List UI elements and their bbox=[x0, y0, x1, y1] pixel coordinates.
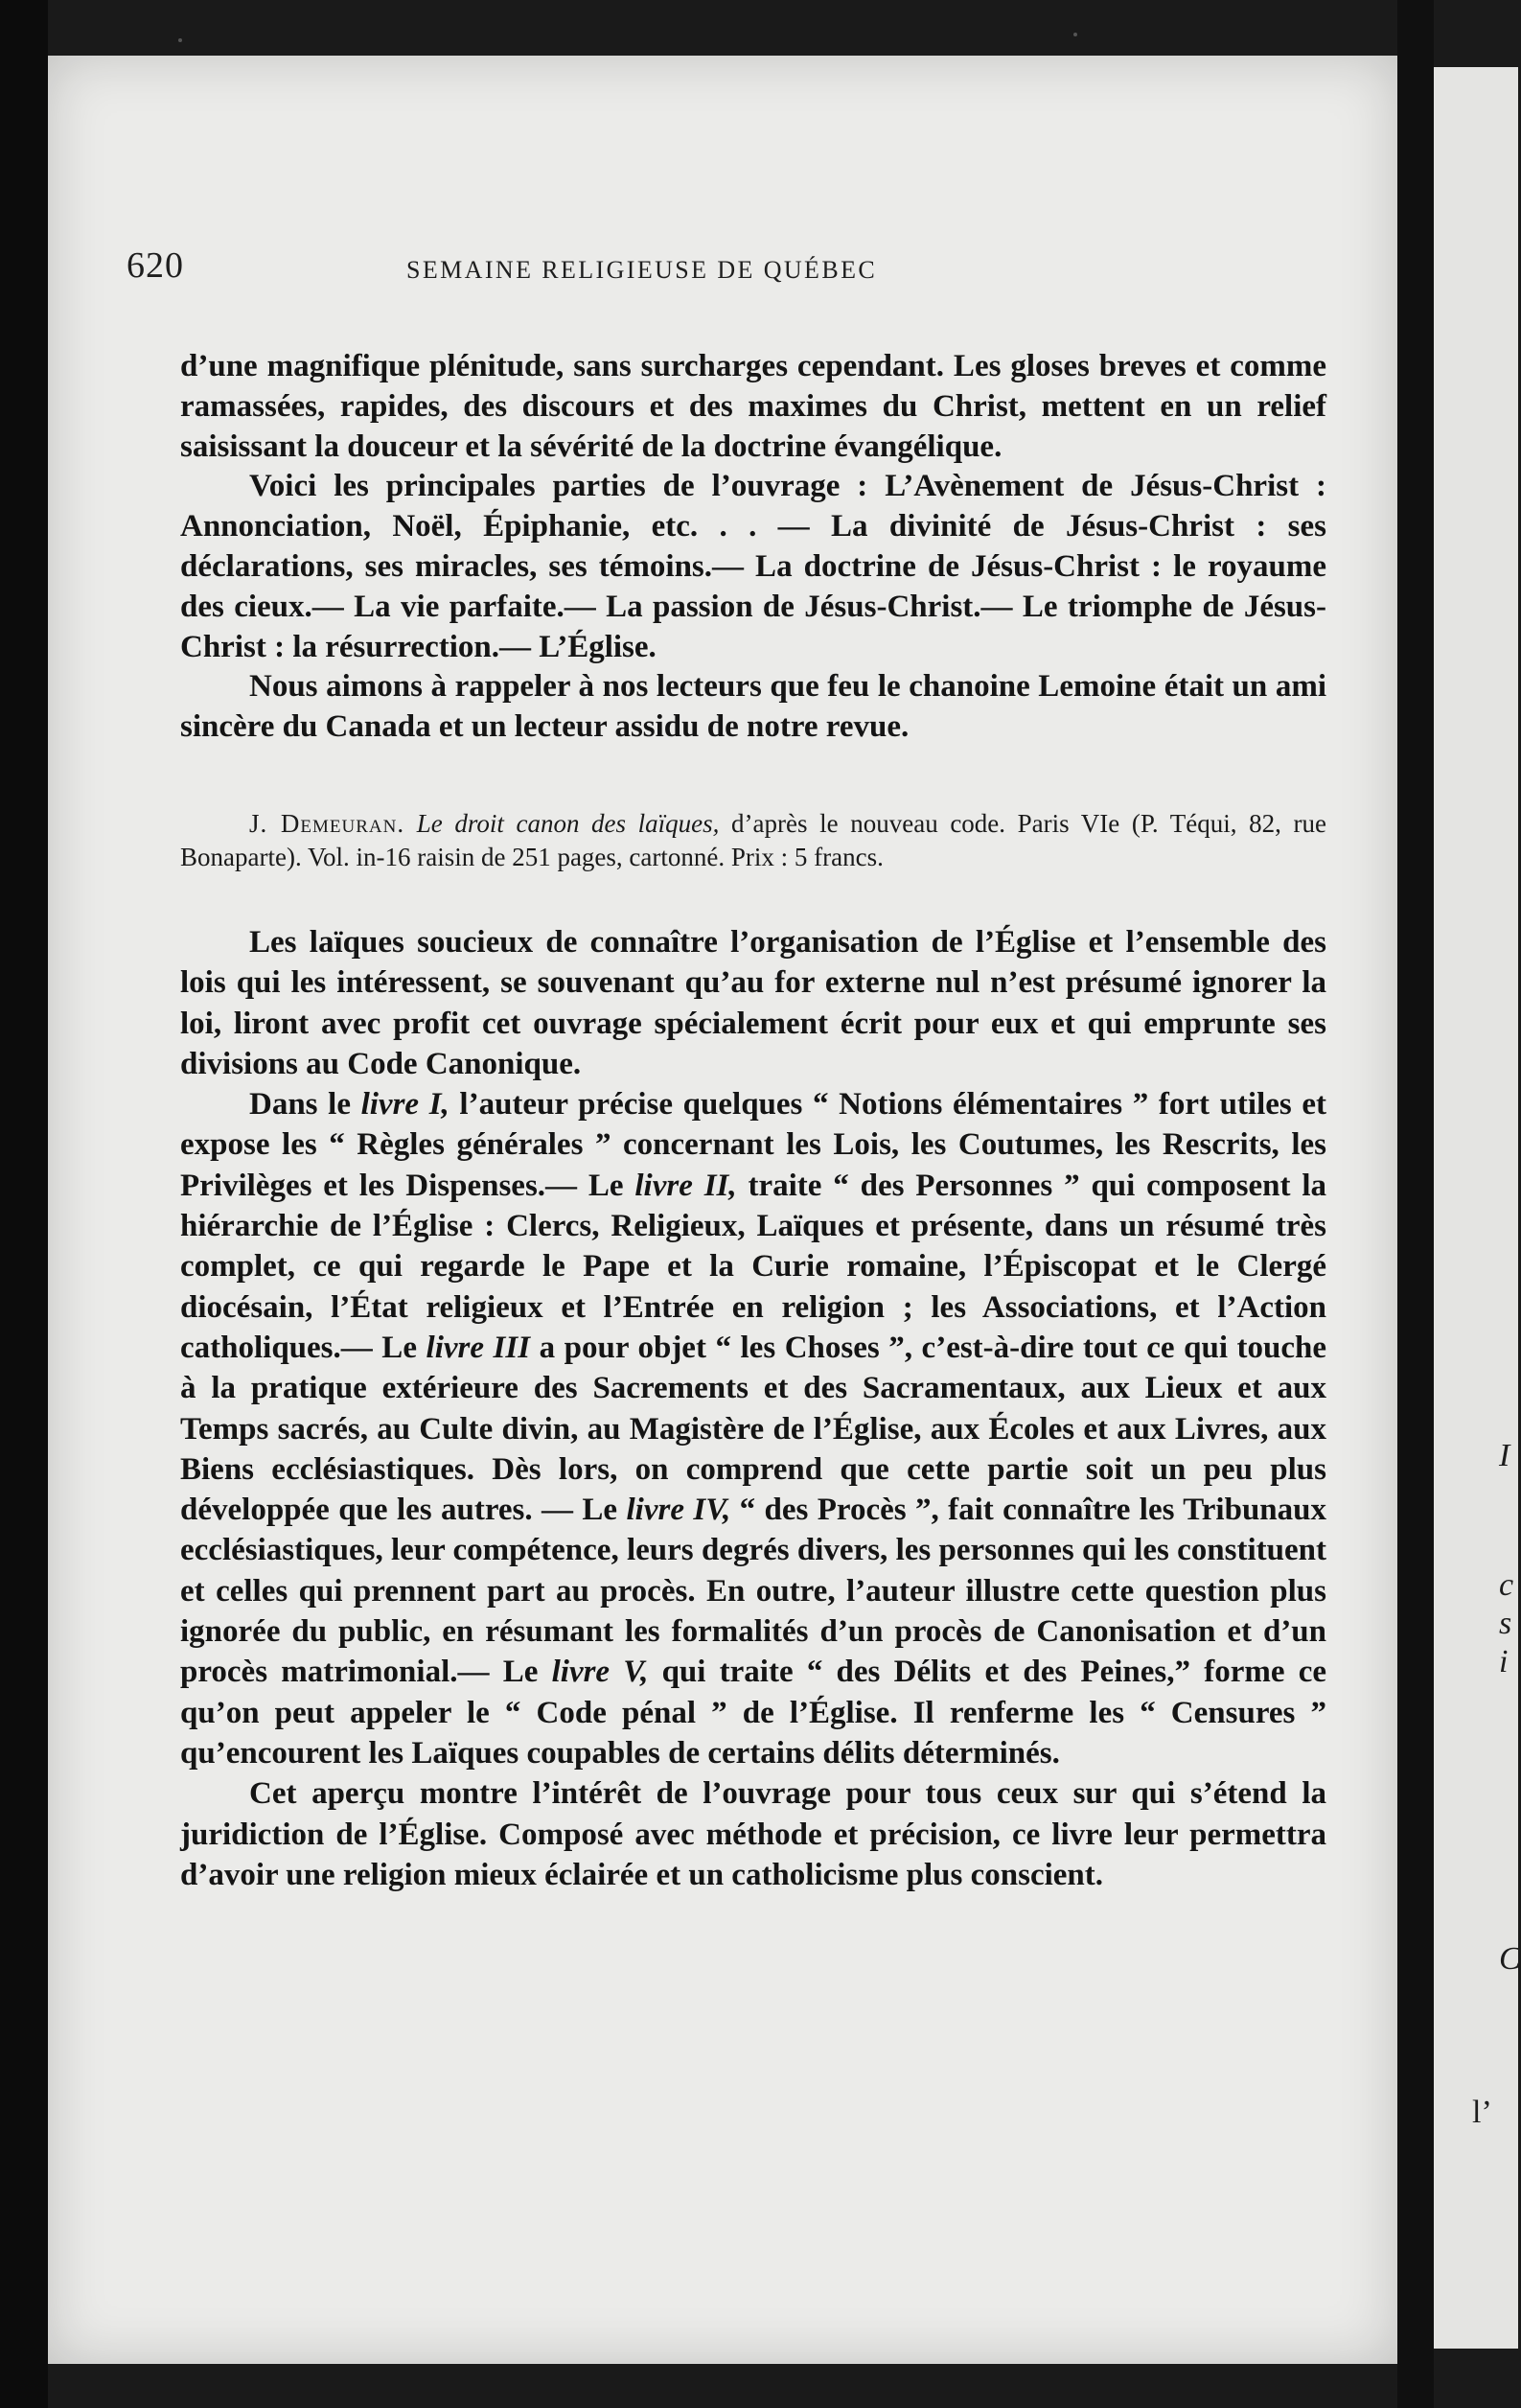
reference-details: d’après le nouveau code. Paris VIe (P. Téqui, 82, rue Bonaparte). Vol. in-16 raisin de 251 pages, cartonné. Prix : 5 francs. bbox=[180, 808, 1326, 871]
scan-speck bbox=[1073, 33, 1077, 36]
scan-border bbox=[0, 0, 48, 2408]
text-run: qui traite “ des Délits et des Peines,” forme ce qu’on peut appeler le “ Code pénal ” de l’Église. Il renferme les “ Censures ” qu’encourent les Laïques coupables de certains délits déterminés. bbox=[180, 1655, 1327, 1771]
paragraph: Cet aperçu montre l’intérêt de l’ouvrage pour tous ceux sur qui s’étend la juridiction de l’Église. Composé avec méthode et précision, ce livre leur permettra d’avoir une religion mieux éclairée et un catholicisme plus conscient. bbox=[180, 1776, 1326, 1892]
adjacent-page-fragment: C bbox=[1499, 1941, 1521, 1977]
adjacent-page-fragment: c bbox=[1499, 1567, 1514, 1603]
book-section-ref: livre V, bbox=[551, 1655, 649, 1690]
adjacent-page-fragment: I bbox=[1499, 1438, 1510, 1473]
page-body bbox=[180, 347, 1326, 1895]
page-number: 620 bbox=[127, 245, 184, 286]
running-title: SEMAINE RELIGIEUSE DE QUÉBEC bbox=[406, 256, 878, 284]
reference-author: J. Demeuran. bbox=[249, 808, 405, 838]
scan-speck bbox=[178, 38, 182, 42]
book-section-ref: livre I, bbox=[360, 1087, 449, 1123]
text-run: l’auteur précise quelques “ Notions élémentaires ” fort utiles et expose les “ Règles générales ” concernant les Lois, les Coutumes, les Rescrits, les Privilèges et les Dispenses.— Le bbox=[180, 1087, 1327, 1203]
text-run: Dans le bbox=[249, 1087, 351, 1123]
paragraph bbox=[180, 1084, 1326, 1773]
paragraph: Voici les principales parties de l’ouvrage : L’Avènement de Jésus-Christ : Annonciation, Noël, Épiphanie, etc. . . — La divinité de Jésus-Christ : ses déclarations, ses miracles, ses témoins.— La doctrine de Jésus-Christ : le royaume des cieux.— La vie parfaite.— La passion de Jésus-Christ.— Le triomphe de Jésus-Christ : la résurrection.— L’Église. bbox=[180, 469, 1326, 664]
adjacent-page-edge bbox=[1434, 67, 1521, 2349]
text-run: traite “ des Personnes ” qui composent la hiérarchie de l’Église : Clercs, Religieux, Laïques et présente, dans un résumé très complet, ce qui regarde le Pape et la Curie romaine, l’Épiscopat et le Clergé diocésain, l’État religieux et l’Entrée en religion ; les Associations, et l’Action catholiques.— Le bbox=[180, 1168, 1326, 1365]
book-reference bbox=[180, 807, 1326, 874]
reference-title: Le droit canon des laïques, bbox=[416, 808, 720, 838]
page-gutter bbox=[1397, 0, 1434, 2408]
text-run: “ des Procès ”, fait connaître les Tribunaux ecclésiastiques, leur compétence, leurs degrés divers, les personnes qui les constituent et celles qui prennent part au procès. En outre, l’auteur illustre cette question plus ignorée du public, en résumant les formalités d’un procès de Canonisation et d’un procès matrimonial.— Le bbox=[180, 1493, 1327, 1690]
adjacent-page-fragment: l’ bbox=[1472, 2095, 1492, 2130]
paragraph: d’une magnifique plénitude, sans surcharges cependant. Les gloses breves et comme ramassées, rapides, des discours et des maximes du Christ, mettent en un relief saisissant la douceur et la sévérité de la doctrine évangélique. bbox=[180, 349, 1326, 464]
adjacent-page-fragment: i bbox=[1499, 1644, 1509, 1679]
book-section-ref: livre II, bbox=[634, 1168, 737, 1203]
adjacent-page-fragment: s bbox=[1499, 1606, 1512, 1641]
book-section-ref: livre IV, bbox=[626, 1493, 731, 1528]
paragraph: Les laïques soucieux de connaître l’organisation de l’Église et l’ensemble des lois qui les intéressent, se souvenant qu’au for externe nul n’est présumé ignorer la loi, liront avec profit cet ouvrage spécialement écrit pour eux et qui emprunte ses divisions au Code Canonique. bbox=[180, 924, 1326, 1081]
book-section-ref: livre III bbox=[426, 1330, 531, 1365]
paragraph: Nous aimons à rappeler à nos lecteurs que feu le chanoine Lemoine était un ami sincère du Canada et un lecteur assidu de notre revue. bbox=[180, 669, 1326, 745]
text-run: a pour objet “ les Choses ”, c’est-à-dire tout ce qui touche à la pratique extérieure des Sacrements et des Sacramentaux, aux Lieux et aux Temps sacrés, au Culte divin, au Magistère de l’Église, aux Écoles et aux Livres, aux Biens ecclésiastiques. Dès lors, on comprend que cette partie soit un peu plus développée que les autres. — Le bbox=[180, 1330, 1327, 1528]
